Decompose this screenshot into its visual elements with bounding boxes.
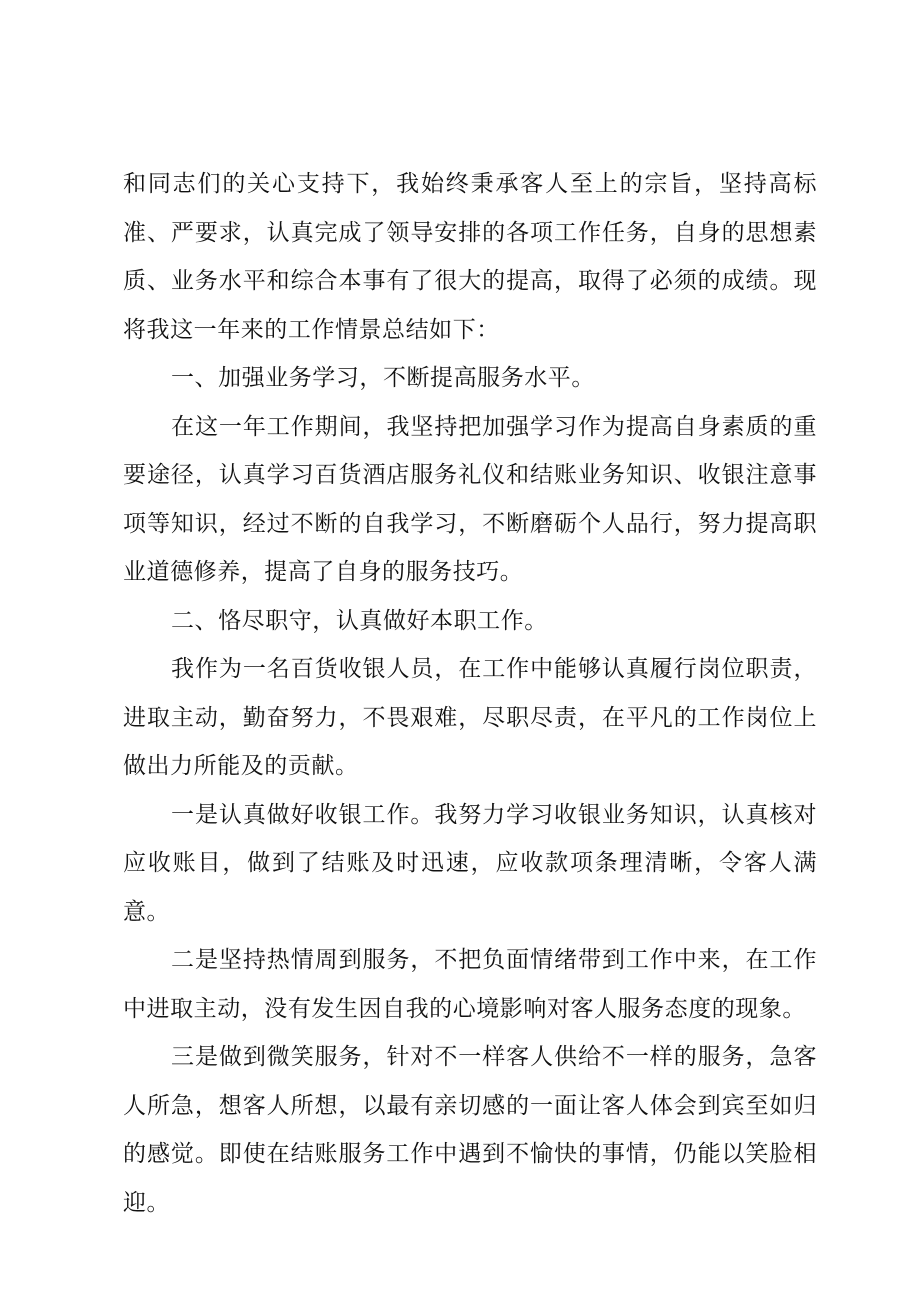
paragraph-point-1: 一是认真做好收银工作。我努力学习收银业务知识，认真核对应收账目，做到了结账及时迅速，应收款项条理清晰，令客人满意。 (123, 801, 817, 925)
heading-section-1: 一、加强业务学习，不断提高服务水平。 (171, 365, 595, 391)
paragraph-intro-continuation: 和同志们的关心支持下，我始终秉承客人至上的宗旨，坚持高标准、严要求，认真完成了领导安排的各项工作任务，自身的思想素质、业务水平和综合本事有了很大的提高，取得了必须的成绩。现将我这一年来的工作情景总结如下： (123, 171, 817, 343)
paragraph-point-2: 二是坚持热情周到服务，不把负面情绪带到工作中来，在工作中进取主动，没有发生因自我的心境影响对客人服务态度的现象。 (123, 947, 817, 1022)
paragraph-section-2: 我作为一名百货收银人员，在工作中能够认真履行岗位职责，进取主动，勤奋努力，不畏艰难，尽职尽责，在平凡的工作岗位上做出力所能及的贡献。 (123, 656, 817, 779)
paragraph-point-3: 三是做到微笑服务，针对不一样客人供给不一样的服务，急客人所急，想客人所想，以最有亲切感的一面让客人体会到宾至如归的感觉。即使在结账服务工作中遇到不愉快的事情，仍能以笑脸相迎。 (123, 1044, 817, 1216)
heading-section-2: 二、恪尽职守，认真做好本职工作。 (171, 607, 548, 634)
paragraph-section-1: 在这一年工作期间，我坚持把加强学习作为提高自身素质的重要途径，认真学习百货酒店服务礼仪和结账业务知识、收银注意事项等知识，经过不断的自我学习，不断磨砺个人品行，努力提高职业道德修养，提高了自身的服务技巧。 (123, 413, 817, 585)
document-body (123, 160, 817, 1227)
